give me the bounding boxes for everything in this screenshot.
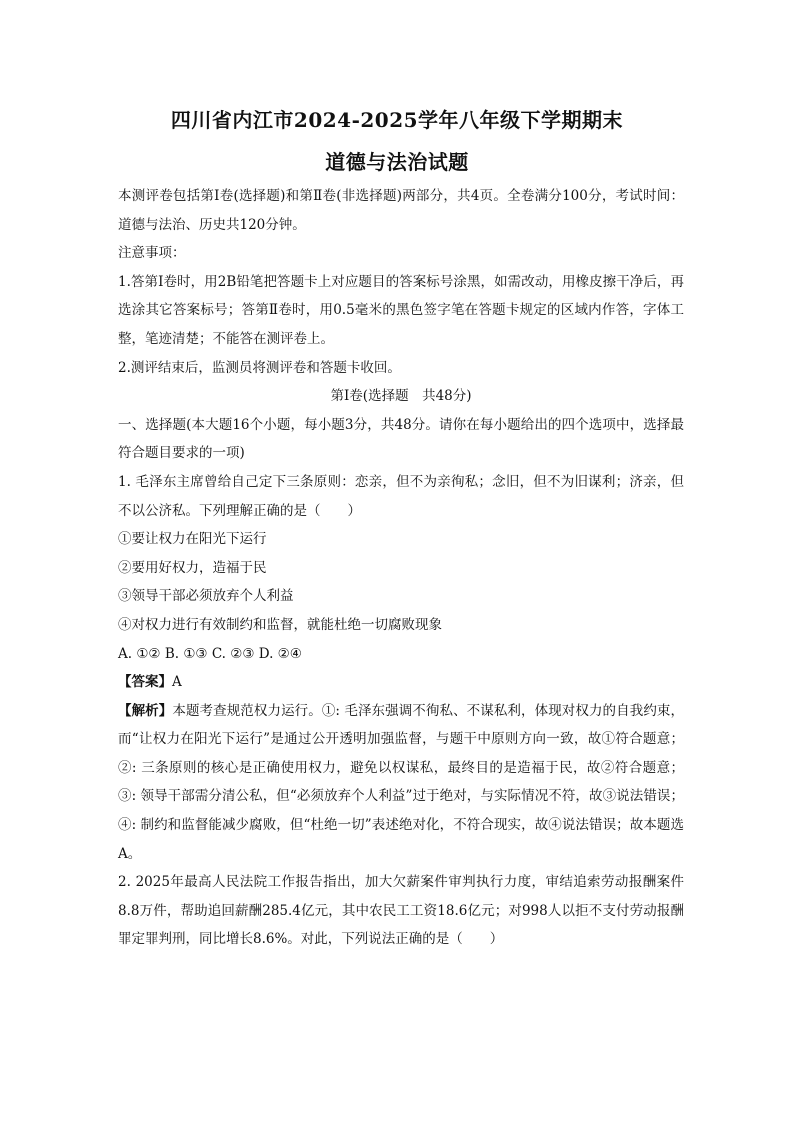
- question-1-option-2: ②要用好权力，造福于民: [118, 559, 267, 576]
- question-1-option-3: ③领导干部必须放弃个人利益: [118, 588, 294, 605]
- question-1-option-4: ④对权力进行有效制约和监督，就能杜绝一切腐败现象: [118, 616, 442, 633]
- question-2-stem: 2. 2025年最高人民法院工作报告指出，加大欠薪案件审判执行力度，审结追索劳动报酬案件8.8万件，帮助追回薪酬285.4亿元，其中农民工工资18.6亿元；对998人以拒不支付劳动报酬罪定罪判刑，同比增长8.6%。对此，下列说法正确的是（ ）: [118, 874, 684, 948]
- section-title: 第Ⅰ卷(选择题 共48分): [330, 388, 472, 405]
- analysis-text: 本题考查规范权力运行。①: 毛泽东强调不徇私、不谋私利，体现对权力的自我约束，而“让权力在阳光下运行”是通过公开透明加强监督，与题干中原则方向一致，故①符合题意；②: 三条原则的核心是正确使用权力，避免以权谋私，最终目的是造福于民，故②符合题意；③: 领导干部需分清公私，但“必须放弃个人利益”过于绝对，与实际情况不符，故③说法错误；④: 制约和监督能减少腐败，但“杜绝一切”表述绝对化，不符合现实，故④说法错误；故本题选A。: [118, 702, 684, 862]
- intro-paragraph: 本测评卷包括第Ⅰ卷(选择题)和第Ⅱ卷(非选择题)两部分，共4页。全卷满分100分，考试时间：道德与法治、历史共120分钟。: [118, 188, 684, 233]
- question-1-stem: 1. 毛泽东主席曾给自己定下三条原则：恋亲，但不为亲徇私；念旧，但不为旧谋利；济亲，但不以公济私。下列理解正确的是（ ）: [118, 473, 684, 519]
- question-1-option-1: ①要让权力在阳光下运行: [118, 531, 267, 548]
- answer-label: 【答案】: [118, 674, 172, 691]
- document-body: [118, 182, 684, 954]
- question-1-choices: A. ①② B. ①③ C. ②③ D. ②④: [118, 645, 302, 662]
- document-subtitle: 道德与法治试题: [325, 150, 469, 174]
- analysis-label: 【解析】: [118, 702, 173, 719]
- answer-value: A: [172, 674, 182, 691]
- document-title: 四川省内江市2024-2025学年八年级下学期期末: [170, 108, 624, 132]
- part-one-instructions: 一、选择题(本大题16个小题，每小题3分，共48分。请你在每小题给出的四个选项中，选择最符合题目要求的一项): [118, 416, 684, 462]
- notice-item-1: 1.答第Ⅰ卷时，用2B铅笔把答题卡上对应题目的答案标号涂黑，如需改动，用橡皮擦干净后，再选涂其它答案标号；答第Ⅱ卷时，用0.5毫米的黑色签字笔在答题卡规定的区域内作答，字体工整，笔迹清楚；不能答在测评卷上。: [118, 273, 684, 347]
- question-1-analysis: [118, 697, 684, 869]
- notice-heading: 注意事项：: [118, 245, 186, 262]
- question-1-answer: [118, 668, 684, 697]
- notice-item-2: 2.测评结束后，监测员将测评卷和答题卡收回。: [118, 359, 401, 376]
